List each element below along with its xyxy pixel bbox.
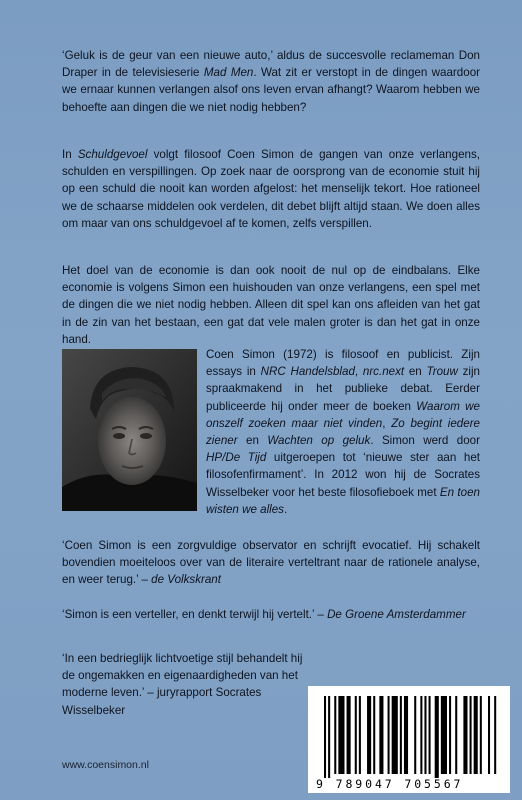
- bio-separator: ,: [354, 365, 363, 379]
- tv-show-title: Mad Men: [203, 66, 254, 80]
- author-photo: [62, 349, 197, 511]
- book-title: Schuldgevoel: [77, 148, 148, 161]
- review-quote-2: [62, 606, 480, 623]
- bio-text: . Simon werd door: [370, 434, 480, 448]
- intro-text: ‘Geluk is de geur van een nieuwe auto,’ aldus de succesvolle reclameman Don Draper in de televisieserie: [62, 49, 480, 80]
- publication-nrc-next: nrc.next: [362, 365, 405, 379]
- bio-end: .: [283, 502, 288, 516]
- book-title-3: Wachten op geluk: [267, 434, 371, 448]
- intro-text-rest: . Wat zit er verstopt in de dingen waardoor we ernaar kunnen verlangen alsof ons leven ervan afhangt? Waarom hebben we behoefte aan dingen die we niet nodig hebben?: [62, 66, 480, 114]
- intro-paragraph: [62, 47, 480, 116]
- summary-text-start: In: [62, 148, 78, 161]
- review-quote-3: [62, 650, 312, 719]
- review-source: de Volkskrant: [151, 573, 221, 587]
- economy-paragraph: Het doel van de economie is dan ook nooit de nul op de eindbalans. Elke economie is volgens Simon een huishouden van onze verlangens, een spel met de dingen die we niet nodig hebben. Alleen dit spel kan ons afleiden van het gat in de zin van het bestaan, een gat dat vele malen groter is dan het gat in onze hand.: [62, 264, 480, 346]
- publication-hp-de-tijd: HP/De Tijd: [206, 451, 267, 465]
- summary-paragraph: [62, 146, 480, 232]
- bio-text: zijn spraakmakend in het publieke debat. Eerder publiceerde hij onder meer de boeken: [206, 365, 480, 413]
- bio-separator: en: [404, 365, 427, 379]
- review-quote-text: ‘Simon is een verteller, en denkt terwijl hij vertelt.’ –: [62, 608, 328, 621]
- barcode-bars: [308, 686, 510, 778]
- bio-separator: ,: [382, 416, 392, 430]
- review-source: De Groene Amsterdammer: [327, 608, 466, 621]
- review-quote-1: [62, 537, 480, 589]
- review-quote-text: ‘Coen Simon is een zorgvuldige observator en schrijft evocatief. Hij schakelt bovendien moeiteloos over van de literaire verteltrant naar de rationele analyse, en weer terug.’ –: [62, 539, 480, 587]
- book-title-4: En toen wisten we alles: [206, 485, 480, 516]
- author-portrait-image: [62, 349, 197, 511]
- review-quote-text: ‘In een bedrieglijk lichtvoetige stijl behandelt hij de ongemakken en eigenaardigheden van het moderne leven.’ – juryrapport Socrates Wisselbeker: [62, 652, 303, 717]
- summary-text: volgt filosoof Coen Simon de gangen van onze verlangens, schulden en verspillingen. Op zoek naar de oorsprong van de economie stuit hij op een schuld die nooit kan worden afgelost: het menselijk tekort. Hoe rationeel we de schaarse middelen ook verdelen, dit debet blijft altijd staan. We doen alles om maar van ons schuldgevoel af te komen, zelfs verspillen.: [62, 148, 480, 230]
- bio-separator: en: [237, 434, 268, 448]
- author-website: www.coensimon.nl: [62, 759, 149, 771]
- author-bio: [206, 346, 480, 518]
- book-title-1: Waarom we onszelf zoeken maar niet vinden: [206, 399, 481, 430]
- book-title-2: Zo begint iedere ziener: [206, 416, 480, 448]
- isbn-barcode: [308, 686, 510, 793]
- publication-trouw: Trouw: [426, 365, 458, 379]
- bio-text: Coen Simon (1972) is filosoof en publicist. Zijn essays in: [206, 348, 480, 379]
- barcode-digits: 9 789047 705567: [316, 777, 464, 791]
- publication-nrc: NRC Handelsblad: [260, 365, 355, 379]
- bio-text: uitgeroepen tot ‘nieuwe ster aan het filosofenfirmament’. In 2012 won hij de Socrates Wisselbeker voor het beste filosofieboek met: [206, 451, 481, 499]
